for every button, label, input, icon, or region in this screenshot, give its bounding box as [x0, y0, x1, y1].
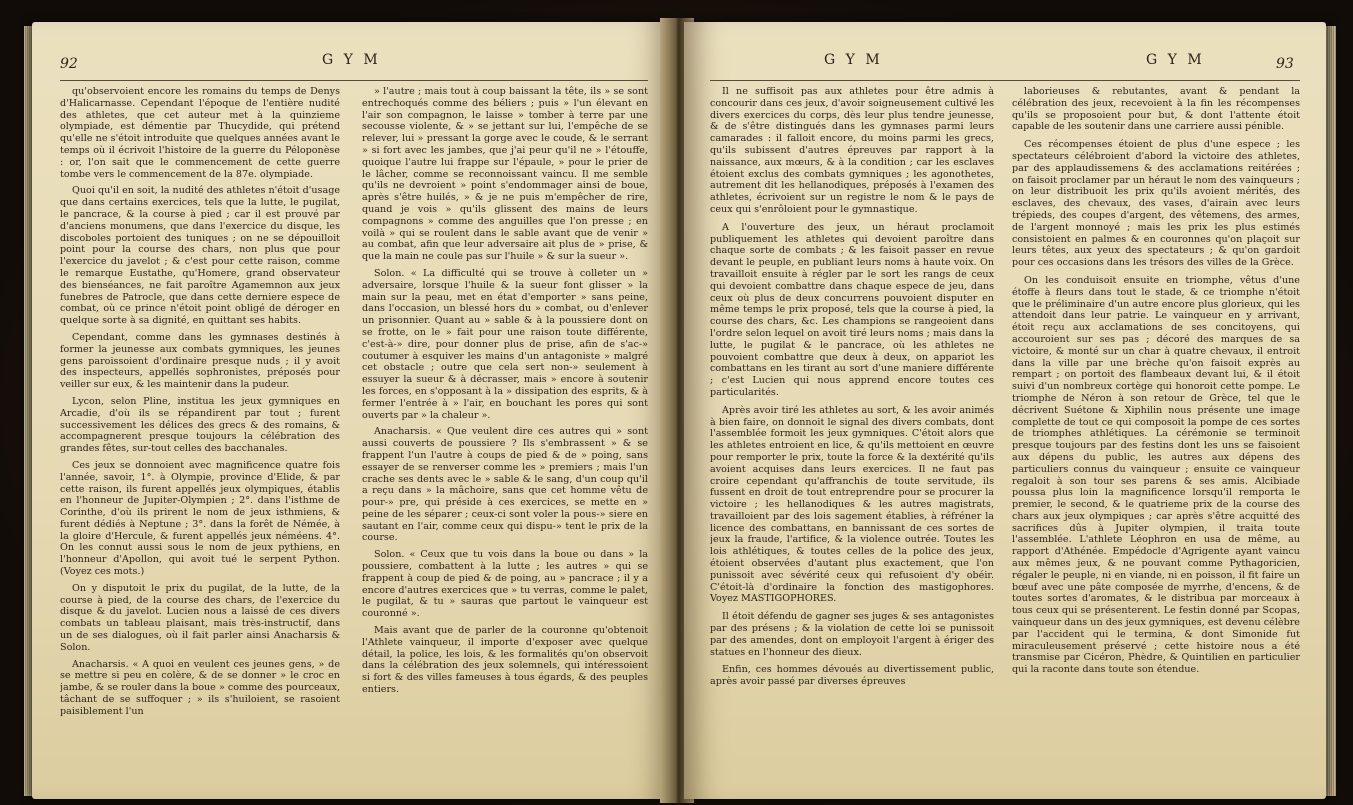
paragraph: » l'autre ; mais tout à coup baissant la tête, ils » se sont entrechoqués comme des béliers ; puis » l'un élevant en l'air son compagnon, le laisse » tomber à terre par une secousse violente, & » se jettant sur lui, l'empêche de se relever, lui » pressant la gorge avec le coude, & le serrant » si fort avec les jambes, que j'ai peur qu'il ne » l'étouffe, quoique l'autre lui frappe sur l'épaule, » pour le prier de le lâcher, comme se reconnoissant vaincu. Il me semble qu'ils ne devroient » point s'endommager ainsi de boue, après s'être huilés, » & je ne puis m'empêcher de rire, quand je vois » qu'ils glissent des mains de leurs compagnons » comme des anguilles que l'on presse ; en voilà » qui se roulent dans le sable avant que de venir » au combat, afin que leur adversaire ait plus de » prise, & que la main ne coule pas sur l'huile » & sur la sueur ». — [362, 86, 648, 263]
text-column-2 — [1012, 86, 1300, 786]
running-head: G Y M — [1146, 52, 1205, 68]
text-column-1 — [60, 86, 340, 786]
paragraph: Cependant, comme dans les gymnases destinés à former la jeunesse aux combats gymniques, les jeunes gens paroissoient d'ordinaire presque nuds ; il y avoit des inspecteurs, appellés sophronistes, préposés pour veiller sur eux, & les maintenir dans la pudeur. — [60, 331, 340, 391]
paragraph: Solon. « La difficulté qui se trouve à colleter un » adversaire, lorsque l'huile & la sueur font glisser » la main sur la peau, met en état d'emporter » sans peine, dans l'occasion, un blessé hors du » combat, ou d'enlever un prisonnier. Quant au » sable & à la poussiere dont on se frotte, on le » fait pour une raison toute différente, c'est-à-» dire, pour donner plus de prise, afin de s'ac-» coutumer à esquiver les mains d'un antagoniste » malgré cet obstacle ; outre que cela sert non-» seulement à essuyer la sueur & à décrasser, mais » encore à soutenir les forces, en s'opposant à la » dissipation des esprits, & à fermer l'entrée à » l'air, en bouchant les pores qui sont ouverts par » la chaleur ». — [362, 267, 648, 421]
text-column-2 — [362, 86, 648, 786]
right-page — [684, 22, 1326, 799]
left-page — [32, 22, 670, 799]
paragraph: Ces récompenses étoient de plus d'une espece ; les spectateurs célébroient d'abord la victoire des athletes, par des applaudissemens & des acclamations reitérées ; on faisoit proclamer par un héraut le nom des vainqueurs ; on leur distribuoit les prix qu'ils avoient mérités, des esclaves, des chevaux, des vases, d'airain avec leurs trépieds, des coupes d'argent, des vêtemens, des armes, de l'argent monnoyé ; mais les prix les plus estimés consistoient en palmes & en couronnes qu'on plaçoit sur leurs têtes, aux yeux des spectateurs ; & qu'on gardoit pour ces occasions dans les trésors des villes de la Grèce. — [1012, 139, 1300, 269]
paragraph: Anacharsis. « Que veulent dire ces autres qui » sont aussi couverts de poussiere ? Ils s'embrassent » & se frappent l'un l'autre à coups de pied & de » poing, sans essayer de se renverser comme les » premiers ; mais l'un crache ses dents avec le » sable & le sang, d'un coup qu'il a reçu dans » la mâchoire, sans que cet homme vêtu de pour-» pre, qui préside à ces exercices, se mette en » peine de les séparer ; ceux-ci sont voler la pous-» siere en sautant en l'air, comme ceux qui dispu-» tent le prix de la course. — [362, 426, 648, 544]
running-head: G Y M — [824, 52, 883, 68]
page-number: 92 — [60, 56, 78, 72]
header-rule — [60, 80, 648, 81]
paragraph: Solon. « Ceux que tu vois dans la boue ou dans » la poussiere, combattent à la lutte ; les autres » qui se frappent à coup de pied & de poing, au » pancrace ; il y a encore d'autres exercices que » tu verras, comme le palet, le pugilat, & tu » sauras que partout le vainqueur est couronné ». — [362, 549, 648, 620]
text-column-1 — [710, 86, 994, 786]
paragraph: On y disputoit le prix du pugilat, de la lutte, de la course à pied, de la course des chars, de l'exercice du disque & du javelot. Lucien nous a laissé de ces divers combats un tableau plaisant, mais très-instructif, dans un de ses dialogues, où il fait parler ainsi Anacharsis & Solon. — [60, 582, 340, 653]
page-edges-right — [1326, 26, 1336, 796]
header-rule — [710, 80, 1300, 81]
paragraph: Il ne suffisoit pas aux athletes pour être admis à concourir dans ces jeux, d'avoir soigneusement cultivé les divers exercices du corps, dès leur plus tendre jeunesse, & de s'être distingués dans les gymnases parmi leurs camarades : il falloit encore, du moins parmi les grecs, qu'ils subissent d'autres épreuves par rapport à la naissance, aux mœurs, & à la condition ; car les esclaves étoient exclus des combats gymniques ; les agonothetes, autrement dit les hellanodiques, préposés à l'examen des athletes, écrivoient sur un registre le nom & le pays de ceux qui s'enrôloient pour le gymnastique. — [710, 86, 994, 215]
page-number: 93 — [1276, 56, 1294, 72]
running-head: G Y M — [322, 52, 381, 68]
paragraph: Quoi qu'il en soit, la nudité des athletes n'étoit d'usage que dans certains exercices, tels que la lutte, le pugilat, le pancrace, & la course à pied ; car il est prouvé par d'anciens monumens, que dans l'exercice du disque, les discoboles portoient des tuniques ; on ne se dépouilloit point pour la course des chars, non plus que pour l'exercice du javelot ; & c'est pour cette raison, comme le remarque Eustathe, qu'Homere, grand observateur des bienséances, ne fait paroître Agamemnon aux jeux funebres de Patrocle, que dans cette derniere espece de combat, où ce prince n'étoit point obligé de déroger en quelque sorte à sa dignité, en quittant ses habits. — [60, 185, 340, 327]
paragraph: Après avoir tiré les athletes au sort, & les avoir animés à bien faire, on donnoit le signal des divers combats, dont l'assemblée formoit les jeux gymniques. C'étoit alors que les athletes entroient en lice, & qu'ils mettoient en œuvre pour remporter le prix, toute la force & la dextérité qu'ils avoient acquises dans leurs exercices. Il ne faut pas croire cependant qu'affranchis de toute servitude, ils fussent en droit de tout entreprendre pour se procurer la victoire ; les hellanodiques & les autres magistrats, travailloient par des lois sagement établies, à réfréner la licence des combattans, en bannissant de ces sortes de jeux la fraude, l'artifice, & la violence outrée. Toutes les lois athlétiques, & toutes celles de la police des jeux, étoient observées d'autant plus exactement, que l'on punissoit avec sévérité ceux qui refusoient d'y obéir. C'étoit-là d'ordinaire la fonction des mastigophores. Voyez MASTIGOPHORES. — [710, 404, 994, 605]
paragraph: qu'observoient encore les romains du temps de Denys d'Halicarnasse. Cependant l'époque de l'entière nudité des athletes, que cet auteur met à la quinzieme olympiade, est démentie par Thucydide, qui prétend qu'elle ne s'étoit introduite que quelques années avant le temps où il écrivoit l'histoire de la guerre du Péloponèse : or, l'on sait que le commencement de cette guerre tombe vers le commencement de la 87e. olympiade. — [60, 86, 340, 180]
paragraph: Lycon, selon Pline, institua les jeux gymniques en Arcadie, d'où ils se répandirent par tout ; furent successivement les délices des grecs & des romains, & accompagnerent presque toujours la célébration des grandes fêtes, sur-tout celles des bacchanales. — [60, 395, 340, 455]
paragraph: Mais avant que de parler de la couronne qu'obtenoit l'Athlete vainqueur, il importe d'exposer avec quelque détail, la police, les lois, & les formalités qu'on observoit dans la célébration des jeux solemnels, qui intéressoient si fort & des villes fameuses à tous égards, & des peuples entiers. — [362, 625, 648, 696]
paragraph: On les conduisoit ensuite en triomphe, vêtus d'une étoffe à fleurs dans tout le stade, & ce triomphe n'étoit que le préliminaire d'un autre encore plus glorieux, qui les attendoit dans leur patrie. Le vainqueur en y arrivant, étoit reçu aux acclamations de ses concitoyens, qui accouroient sur ses pas ; décoré des marques de sa victoire, & monté sur un char à quatre chevaux, il entroit dans la ville par une brèche qu'on faisoit exprès au rempart ; on portoit des flambeaux devant lui, & il étoit suivi d'un nombreux cortège qui honoroit cette pompe. Le triomphe de Néron à son retour de Grèce, tel que le décrivent Suétone & Xiphilin nous présente une image complette de tout ce qui composoit la pompe de ces sortes de triomphes athlétiques. La cérémonie se terminoit presque toujours par des festins dont les uns se faisoient aux dépens du public, les autres aux dépens des particuliers connus du vainqueur ; ensuite ce vainqueur regaloit à son tour ses parens & ses amis. Alcibiade poussa plus loin la magnificence lorsqu'il remporta le premier, le second, & le quatrieme prix de la course des chars aux jeux olympiques ; car après s'être acquitté des sacrifices dûs à Jupiter olympien, il traita toute l'assemblée. L'athlete Léophron en usa de même, au rapport d'Athénée. Empédocle d'Agrigente ayant vaincu aux mêmes jeux, & ne pouvant comme Pythagoricien, régaler le peuple, ni en viande, ni en poisson, il fit faire un bœuf avec une pâte composée de myrrhe, d'encens, & de toutes sortes d'aromates, & le distribua par morceaux à tous ceux qui se présenterent. Le festin donné par Scopas, vainqueur dans un des jeux gymniques, est devenu célèbre par l'accident qui le termina, & dont Simonide fut miraculeusement préservé ; cette histoire nous a été transmise par Cicéron, Phèdre, & Quintilien en particulier qui la raconte dans toute son étendue. — [1012, 274, 1300, 676]
paragraph: Il étoit défendu de gagner ses juges & ses antagonistes par des présens ; & la violation de cette loi se punissoit par des amendes, dont on employoit l'argent à ériger des statues en l'honneur des dieux. — [710, 611, 994, 658]
paragraph: Ces jeux se donnoient avec magnificence quatre fois l'année, savoir, 1°. à Olympie, province d'Elide, & par cette raison, ils furent appellés jeux olympiques, établis en l'honneur de Jupiter-Olympien ; 2°. dans l'isthme de Corinthe, d'où ils prirent le nom de jeux isthmiens, & furent dédiés à Neptune ; 3°. dans la forêt de Némée, à la gloire d'Hercule, & furent appellés jeux néméens. 4°. On les connut aussi sous le nom de jeux pythiens, en l'honneur d'Apollon, qui avoit tué le serpent Python. (Voyez ces mots.) — [60, 459, 340, 578]
paragraph: Anacharsis. « A quoi en veulent ces jeunes gens, » de se mettre si peu en colère, & de se donner » le croc en jambe, & se rouler dans la boue » comme des pourceaux, tâchant de se suffoquer ; » ils s'huiloient, se rasoient paisiblement l'un — [60, 658, 340, 717]
paragraph: A l'ouverture des jeux, un héraut proclamoit publiquement les athletes qui devoient paroître dans chaque sorte de combats ; & les faisoit passer en revue devant le peuple, en publiant leurs noms à haute voix. On travailloit ensuite à régler par le sort les rangs de ceux qui devoient combattre dans chaque espece de jeu, dans ceux où plus de deux concurrens pouvoient disputer en même temps le prix proposé, tels que la course à pied, la course des chars, &c. Les champions se rangeoient dans l'ordre selon lequel on avoit tiré leurs noms ; mais dans la lutte, le pugilat & le pancrace, où les athletes ne pouvoient combattre que deux à deux, on appariot les combattans en les tirant au sort d'une maniere différente ; c'est Lucien qui nous apprend encore toutes ces particularités. — [710, 221, 994, 398]
paragraph: Enfin, ces hommes dévoués au divertissement public, après avoir passé par diverses épreuves — [710, 664, 994, 688]
paragraph: laborieuses & rebutantes, avant & pendant la célébration des jeux, recevoient à la fin les récompenses qu'ils se proposoient pour but, & dont l'attente étoit capable de les soutenir dans une carriere aussi pénible. — [1012, 86, 1300, 133]
